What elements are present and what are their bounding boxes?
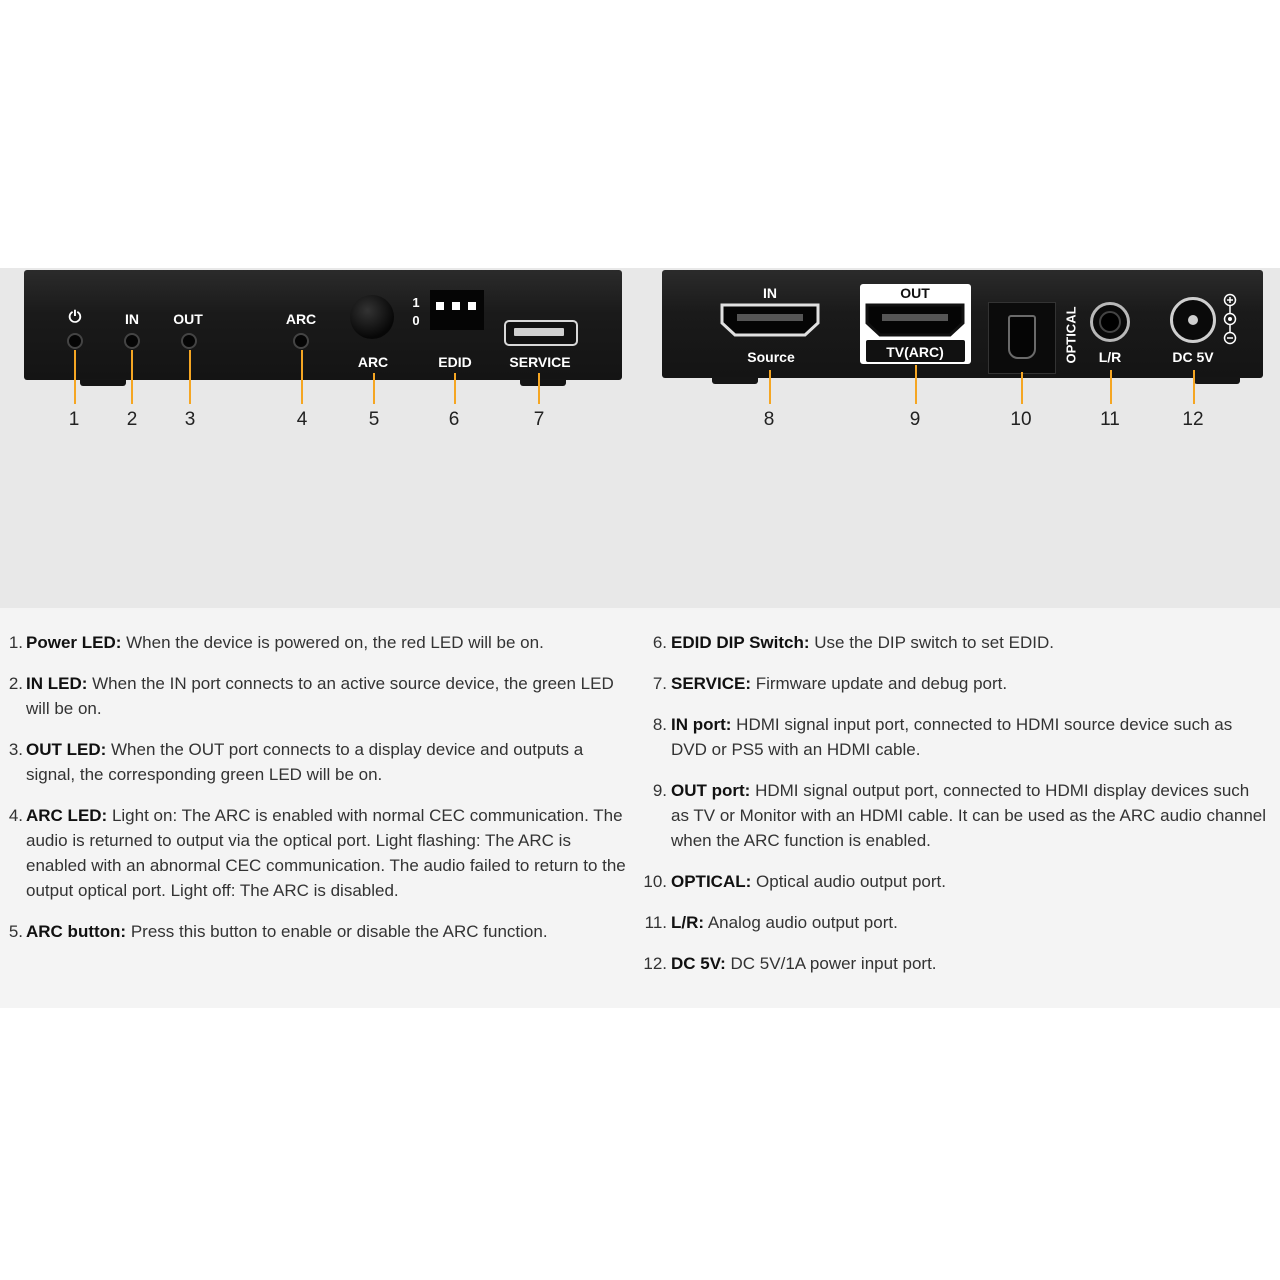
- description-text: Press this button to enable or disable the ARC function.: [130, 922, 548, 941]
- description-text: Optical audio output port.: [756, 872, 946, 891]
- front-label-in: IN: [125, 311, 139, 327]
- callout-number: 10: [1010, 409, 1032, 430]
- description-title: ARC button:: [26, 922, 127, 941]
- callout-number: 9: [909, 409, 921, 430]
- rear-label-out: OUT: [900, 285, 930, 301]
- callout-number: 8: [763, 409, 775, 430]
- rear-label-optical: OPTICAL: [1063, 306, 1079, 364]
- callout-number: 11: [1100, 409, 1120, 430]
- front-label-out: OUT: [173, 311, 203, 327]
- description-text: Analog audio output port.: [707, 913, 898, 932]
- rear-label-dc5v: DC 5V: [1172, 349, 1214, 365]
- dip-toggle[interactable]: [436, 302, 444, 310]
- description-number: 1.: [8, 633, 23, 652]
- description-item: [640, 910, 1267, 935]
- description-title: IN LED:: [26, 674, 88, 693]
- description-number: 2.: [8, 674, 23, 693]
- description-item: [0, 737, 626, 787]
- front-label-arc-led: ARC: [285, 311, 317, 327]
- out-led: [181, 333, 197, 349]
- panel-foot: [80, 379, 126, 386]
- callout-number: 4: [296, 409, 308, 430]
- leader-line: [131, 350, 133, 404]
- leader-line: [454, 373, 456, 404]
- leader-line: [1021, 372, 1023, 404]
- callout-number: 3: [184, 409, 196, 430]
- description-title: EDID DIP Switch:: [671, 633, 810, 652]
- callout-number: 12: [1182, 409, 1204, 430]
- description-text: When the IN port connects to an active source device, the green LED will be on.: [26, 674, 614, 718]
- description-title: IN port:: [671, 715, 732, 734]
- callout-number: 5: [368, 409, 380, 430]
- description-number: 12.: [643, 954, 667, 973]
- service-usb-port[interactable]: [504, 320, 578, 346]
- description-number: 7.: [652, 674, 667, 693]
- dip-label-0: 0: [412, 313, 420, 328]
- callout-number: 6: [448, 409, 460, 430]
- dc-power-pin: [1188, 315, 1198, 325]
- description-item: [640, 778, 1267, 853]
- description-title: ARC LED:: [26, 806, 108, 825]
- edid-dip-switch[interactable]: [430, 290, 484, 330]
- front-label-arc-button: ARC: [357, 354, 389, 370]
- description-text: When the OUT port connects to a display device and outputs a signal, the corresponding green LED will be on.: [26, 740, 584, 784]
- panel-foot: [712, 377, 758, 384]
- description-text: HDMI signal output port, connected to HDMI display devices such as TV or Monitor with an HDMI cable. It can be used as the ARC audio channel when the ARC function is enabled.: [671, 781, 1266, 850]
- arc-led: [293, 333, 309, 349]
- rear-label-tv-arc: TV(ARC): [886, 344, 944, 360]
- description-text: Light on: The ARC is enabled with normal CEC communication. The audio is returned to output via the optical port. Light flashing: The ARC is enabled with an abnormal CEC communication. The audio failed to return to the output optical port. Light off: The ARC is disabled.: [26, 806, 626, 900]
- front-label-service: SERVICE: [509, 354, 571, 370]
- description-item: [0, 919, 626, 944]
- arc-button[interactable]: [350, 295, 394, 339]
- leader-line: [301, 350, 303, 404]
- description-item: [0, 630, 626, 655]
- description-text: Use the DIP switch to set EDID.: [814, 633, 1054, 652]
- optical-port[interactable]: [988, 302, 1056, 374]
- leader-line: [1110, 370, 1112, 404]
- description-title: L/R:: [671, 913, 705, 932]
- description-text: DC 5V/1A power input port.: [730, 954, 937, 973]
- leader-line: [915, 365, 917, 404]
- description-item: [640, 951, 1267, 976]
- description-title: Power LED:: [26, 633, 122, 652]
- power-icon: ⏻: [68, 309, 82, 326]
- rear-label-lr: L/R: [1098, 349, 1122, 365]
- rear-label-source: Source: [747, 349, 795, 365]
- leader-line: [1193, 370, 1195, 404]
- description-item: [0, 671, 626, 721]
- panel-foot: [520, 379, 566, 386]
- hdmi-out-port[interactable]: [864, 302, 966, 338]
- description-item: [640, 712, 1267, 762]
- description-title: OPTICAL:: [671, 872, 752, 891]
- description-item: [640, 630, 1267, 655]
- panel-foot: [1194, 377, 1240, 384]
- description-number: 8.: [652, 715, 667, 734]
- description-item: [0, 803, 626, 903]
- description-number: 6.: [652, 633, 667, 652]
- leader-line: [74, 350, 76, 404]
- description-item: [640, 869, 1267, 894]
- dip-toggle[interactable]: [468, 302, 476, 310]
- leader-line: [769, 370, 771, 404]
- description-item: [640, 671, 1267, 696]
- dip-toggle[interactable]: [452, 302, 460, 310]
- callout-number: 7: [533, 409, 545, 430]
- description-number: 11.: [644, 913, 667, 932]
- polarity-icon: [1220, 292, 1240, 346]
- description-text: When the device is powered on, the red LED will be on.: [126, 633, 544, 652]
- callout-number: 2: [126, 409, 138, 430]
- description-number: 4.: [8, 806, 23, 825]
- description-title: SERVICE:: [671, 674, 751, 693]
- description-number: 5.: [8, 922, 23, 941]
- description-number: 9.: [652, 781, 667, 800]
- lr-audio-jack-hole: [1099, 311, 1121, 333]
- description-text: HDMI signal input port, connected to HDMI source device such as DVD or PS5 with an HDMI cable.: [671, 715, 1233, 759]
- description-title: OUT LED:: [26, 740, 107, 759]
- leader-line: [538, 373, 540, 404]
- description-title: OUT port:: [671, 781, 751, 800]
- hdmi-in-port[interactable]: [719, 302, 821, 338]
- description-column-right: [640, 630, 1270, 992]
- front-label-edid: EDID: [438, 354, 472, 370]
- dip-label-1: 1: [412, 295, 420, 310]
- callout-number: 1: [68, 409, 80, 430]
- in-led: [124, 333, 140, 349]
- description-number: 10.: [643, 872, 667, 891]
- description-text: Firmware update and debug port.: [755, 674, 1008, 693]
- description-title: DC 5V:: [671, 954, 726, 973]
- leader-line: [373, 373, 375, 404]
- description-number: 3.: [8, 740, 23, 759]
- rear-label-in: IN: [763, 285, 777, 301]
- power-led: [67, 333, 83, 349]
- description-column-left: [0, 630, 630, 960]
- leader-line: [189, 350, 191, 404]
